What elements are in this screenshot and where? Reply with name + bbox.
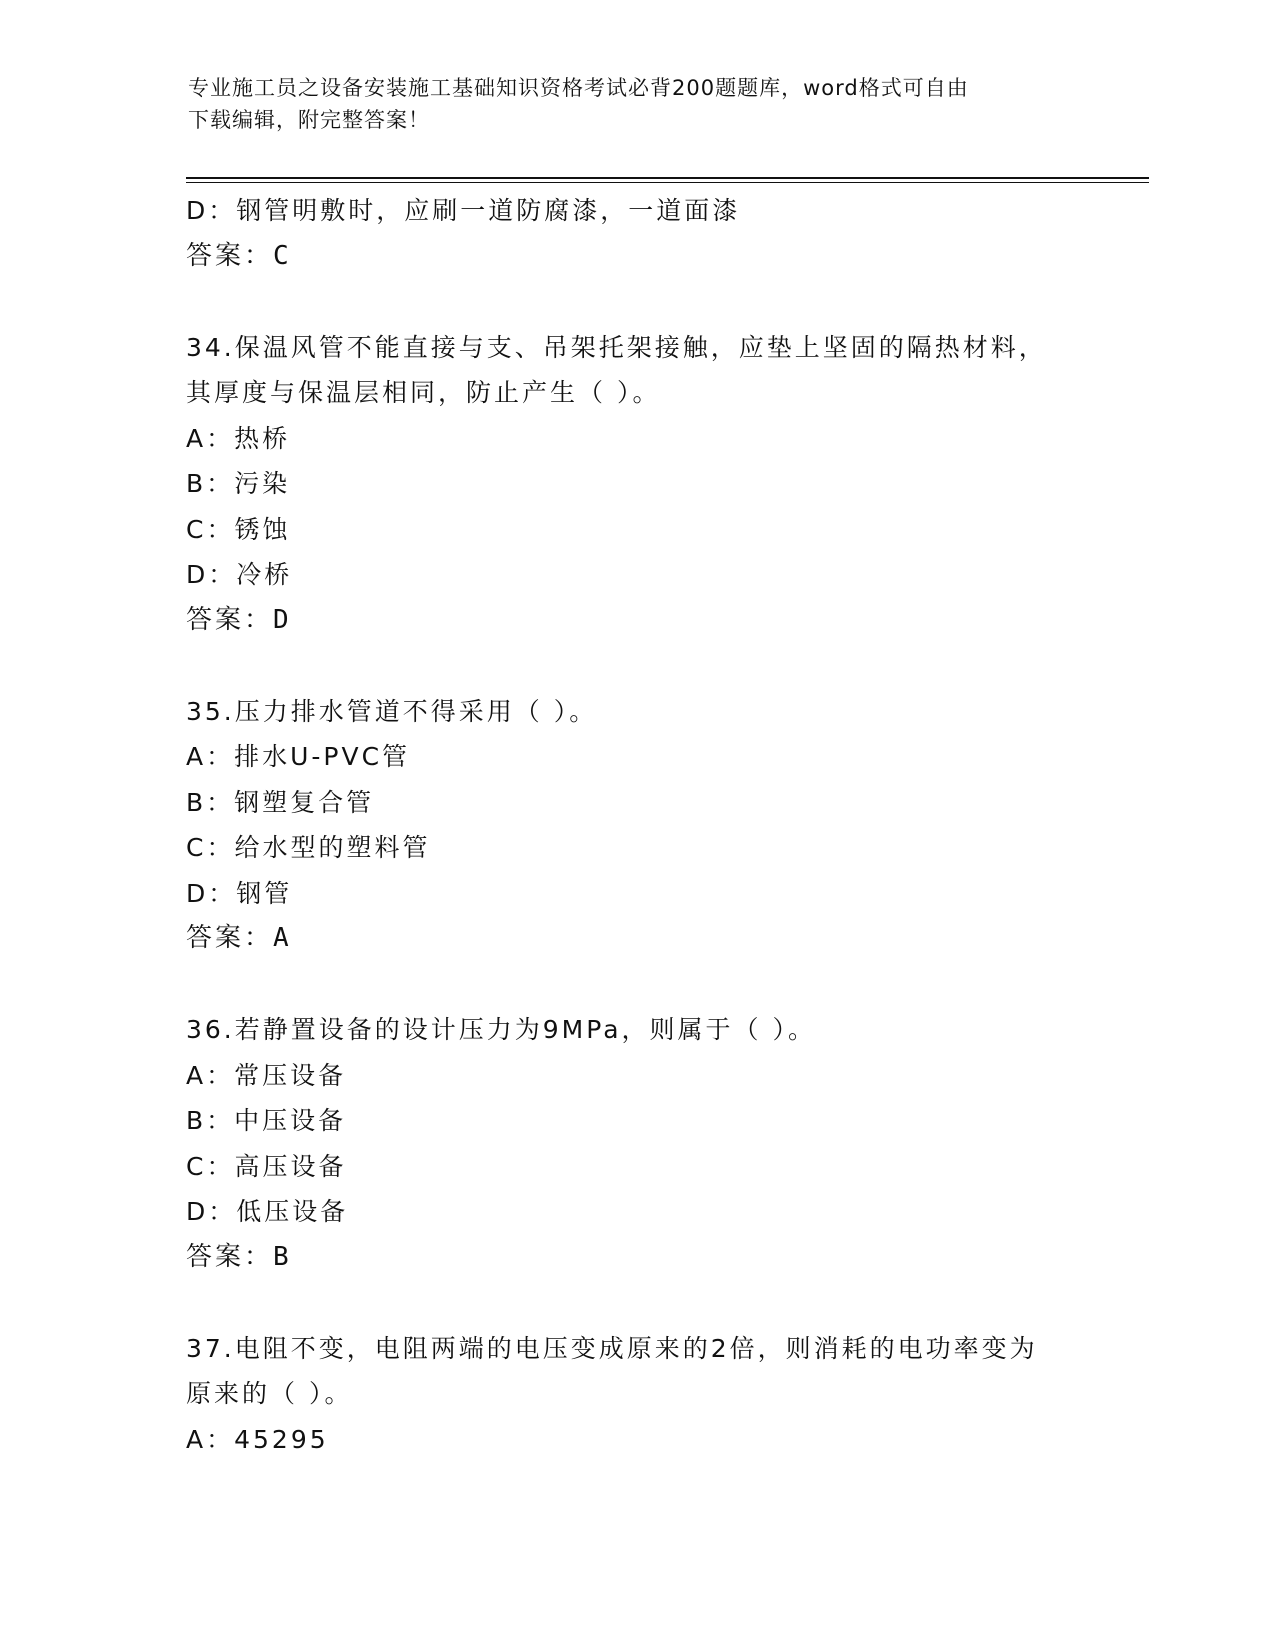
spacer — [186, 643, 1086, 689]
option-d: D：钢管明敷时，应刷一道防腐漆，一道面漆 — [186, 196, 741, 225]
option-a: A：45295 — [186, 1424, 329, 1454]
question-list — [186, 188, 1086, 1462]
option-b: B：中压设备 — [186, 1106, 347, 1135]
header-line-1: 专业施工员之设备安装施工基础知识资格考试必背200题题库，word格式可自由 — [188, 76, 969, 100]
answer-line — [186, 234, 1086, 280]
option-a: A：排水U-PVC管 — [186, 742, 411, 771]
option-d: D：低压设备 — [186, 1197, 349, 1226]
question-stem-continued: 原来的（ ）。 — [186, 1379, 353, 1408]
question-stem: 36.若静置设备的设计压力为9MPa，则属于（ ）。 — [186, 1015, 816, 1044]
answer-label: 答案： — [186, 923, 274, 953]
answer-line — [186, 598, 1086, 644]
spacer — [186, 279, 1086, 325]
option-d: D：冷桥 — [186, 560, 293, 589]
question-stem: 34.保温风管不能直接与支、吊架托架接触，应垫上坚固的隔热材料， — [186, 332, 1047, 362]
spacer — [186, 1280, 1086, 1326]
option-b: B：污染 — [186, 469, 291, 498]
document-header — [188, 72, 1068, 136]
header-line-2: 下载编辑，附完整答案！ — [188, 108, 430, 132]
spacer — [186, 962, 1086, 1008]
answer-label: 答案： — [186, 604, 274, 635]
answer-value: B — [273, 1241, 292, 1272]
header-divider-thin — [186, 182, 1149, 183]
option-a: A：热桥 — [186, 423, 291, 453]
answer-line — [186, 1235, 1086, 1281]
answer-label: 答案： — [186, 1241, 274, 1272]
option-a: A：常压设备 — [186, 1060, 347, 1090]
question-stem-continued: 其厚度与保温层相同，防止产生（ ）。 — [186, 378, 661, 407]
option-d: D：钢管 — [186, 878, 293, 908]
option-c: C：锈蚀 — [186, 514, 291, 544]
answer-value: A — [273, 923, 292, 953]
option-c: C：高压设备 — [186, 1151, 347, 1181]
answer-label: 答案： — [186, 240, 274, 271]
question-stem: 35.压力排水管道不得采用（ ）。 — [186, 696, 598, 726]
question-stem: 37.电阻不变，电阻两端的电压变成原来的2倍，则消耗的电功率变为 — [186, 1333, 1038, 1363]
answer-line — [186, 916, 1086, 962]
header-divider-thick — [186, 177, 1149, 179]
answer-value: D — [273, 604, 292, 635]
option-b: B：钢塑复合管 — [186, 787, 375, 817]
answer-value: C — [273, 240, 292, 271]
option-c: C：给水型的塑料管 — [186, 833, 431, 862]
